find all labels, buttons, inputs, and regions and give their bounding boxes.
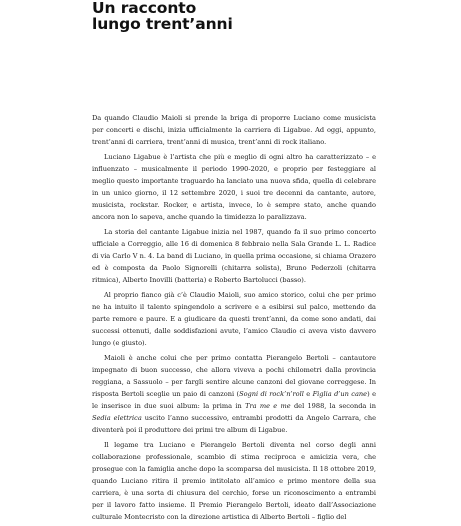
paragraph-4: Al proprio fianco già c’è Claudio Maioli, suo amico storico, colui che per primo ne ha intuito il talento spingendolo a scrivere e a esibirsi sul palco, mettendo da parte remore e paure. E a giudicare da questi trent’anni, da come sono andati, dai successi ottenuti, dalle soddisfazioni avute, l’amico Claudio ci aveva visto davvero lungo (e giusto).: [92, 291, 376, 347]
chapter-title: [92, 0, 233, 32]
song-title-sogni: Sogni di rock’n’roll: [239, 390, 304, 398]
paragraph-3: La storia del cantante Ligabue inizia nel 1987, quando fa il suo primo concerto ufficiale a Correggio, alle 16 di domenica 8 febbraio nella Sala Grande L. L. Radice di via Carlo V n. 4. La band di Luciano, in quella prima occasione, si chiama Orazero ed è composta da Paolo Signorelli (chitarra solista), Bruno Pederzoli (chitarra ritmica), Alberto Inovilli (batteria) e Roberto Bartolucci (basso).: [92, 228, 376, 284]
chapter-body: [92, 112, 376, 526]
paragraph-5-text: del 1988, la seconda in: [290, 402, 376, 410]
album-title-tra-me: Tra me e me: [245, 402, 291, 410]
paragraph-1: Da quando Claudio Maioli si prende la briga di proporre Luciano come musicista per concerti e dischi, inizia ufficialmente la carriera di Ligabue. Ad oggi, appunto, trent’anni di carriera, trent’anni di musica, trent’anni di rock italiano.: [92, 114, 376, 146]
song-title-figlia: Figlia d’un cane: [312, 390, 368, 398]
paragraph-6: Il legame tra Luciano e Pierangelo Bertoli diventa nel corso degli anni collaborazione professionale, scambio di stima reciproca e amicizia vera, che prosegue con la famiglia anche dopo la scomparsa del musicista. Il 18 ottobre 2019, quando Luciano ritira il premio intitolato all’amico e primo mentore della sua carriera, è una sorta di chiusura del cerchio, forse un riconoscimento a entrambi per il lavoro fatto insieme. Il Premio Pierangelo Bertoli, ideato dall’Associazione culturale Montecristo con la direzione artistica di Alberto Bertoli – figlio del: [92, 441, 376, 521]
paragraph-5-text: ) e le inserisce in due suoi album: la prima in: [92, 390, 376, 410]
album-title-sedia: Sedia elettrica: [92, 414, 142, 422]
chapter-title-line-1: Un racconto: [92, 0, 197, 17]
paragraph-5-text: Maioli è anche colui che per primo contatta Pierangelo Bertoli – cantautore impegnato di buon successo, che allora viveva a pochi chilometri dalla provincia reggiana, a Sassuolo – per fargli sentire alcune canzoni del giovane correggese. In risposta Bertoli sceglie un paio di canzoni (: [92, 354, 376, 398]
paragraph-5: [92, 352, 376, 436]
paragraph-5-text: uscito l’anno successivo, entrambi prodotti da Angelo Carrara, che diventerà poi il produttore dei primi tre album di Ligabue.: [92, 414, 376, 434]
paragraph-2: Luciano Ligabue è l’artista che più e meglio di ogni altro ha caratterizzato – e influenzato – musicalmente il periodo 1990-2020, e proprio per festeggiare al meglio questo importante traguardo ha lanciato una nuova sfida, quella di celebrare in un unico giorno, il 12 settembre 2020, i suoi tre decenni da cantante, autore, musicista, rockstar. Rocker, e artista, invece, lo è sempre stato, anche quando ancora non lo sapeva, anche quando la timidezza lo paralizzava.: [92, 153, 376, 221]
paragraph-5-text: e: [303, 390, 313, 398]
chapter-title-line-2: lungo trent’anni: [92, 15, 233, 33]
